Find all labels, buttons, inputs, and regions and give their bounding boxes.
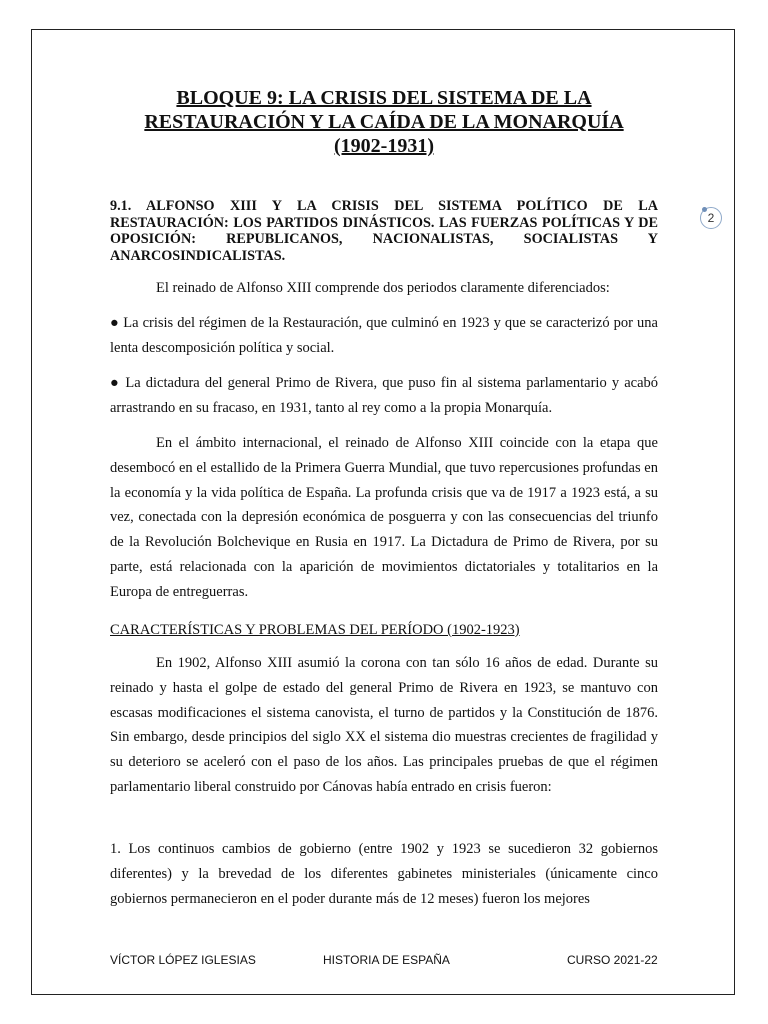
bullet-item-1: ● La crisis del régimen de la Restauración, que culminó en 1923 y que se caracterizó por una lenta descomposición política y social. bbox=[110, 315, 658, 356]
section-heading: 9.1. ALFONSO XIII Y LA CRISIS DEL SISTEMA POLÍTICO DE LA RESTAURACIÓN: LOS PARTIDOS DINÁSTICOS. LAS FUERZAS POLÍTICAS Y DE OPOSICIÓN: REPUBLICANOS, NACIONALISTAS, SOCIALISTAS Y ANARCOSINDICALISTAS. bbox=[110, 198, 658, 264]
footer-subject: HISTORIA DE ESPAÑA bbox=[323, 953, 450, 967]
period-paragraph: En 1902, Alfonso XIII asumió la corona con tan sólo 16 años de edad. Durante su reinado y hasta el golpe de estado del general Primo de Rivera en 1923, se mantuvo con escasas modificaciones el sistema canovista, el turno de partidos y la Constitución de 1876. Sin embargo, desde principios del siglo XX el sistema dio muestras crecientes de fragilidad y su deterioro se aceleró con el paso de los años. Las principales pruebas de que el régimen parlamentario liberal construido por Cánovas había entrado en crisis fueron: bbox=[110, 655, 658, 795]
context-paragraph: En el ámbito internacional, el reinado de Alfonso XIII coincide con la etapa que desembocó en el estallido de la Primera Guerra Mundial, que tuvo repercusiones profundas en la economía y la vida política de España. La profunda crisis que va de 1917 a 1923 está, a su vez, conectada con la depresión económica de posguerra y con las consecuencias del triunfo de la Revolución Bolchevique en Rusia en 1917. La Dictadura de Primo de Rivera, por su parte, está relacionada con la aparición de movimientos dictatoriales y totalitarios en la Europa de entreguerras. bbox=[110, 435, 658, 600]
bullet-item-2: ● La dictadura del general Primo de Rivera, que puso fin al sistema parlamentario y acabó arrastrando en su fracaso, en 1931, tanto al rey como a la propia Monarquía. bbox=[110, 375, 658, 416]
numbered-item-1: 1. Los continuos cambios de gobierno (entre 1902 y 1923 se sucedieron 32 gobiernos diferentes) y la brevedad de los diferentes gabinetes ministeriales (únicamente cinco gobiernos permanecieron en el poder durante más de 12 meses) fueron los mejores bbox=[110, 841, 658, 907]
title-line-3: (1902-1931) bbox=[334, 135, 434, 157]
footer-author: VÍCTOR LÓPEZ IGLESIAS bbox=[110, 953, 256, 967]
document-title bbox=[110, 86, 658, 158]
intro-paragraph: El reinado de Alfonso XIII comprende dos periodos claramente diferenciados: bbox=[156, 280, 610, 296]
page-number-badge[interactable] bbox=[700, 207, 722, 229]
footer-course: CURSO 2021-22 bbox=[567, 953, 658, 967]
badge-dot-icon bbox=[702, 207, 707, 212]
title-line-1: BLOQUE 9: LA CRISIS DEL SISTEMA DE LA bbox=[176, 87, 592, 109]
title-line-2: RESTAURACIÓN Y LA CAÍDA DE LA MONARQUÍA bbox=[144, 111, 624, 133]
page-number: 2 bbox=[707, 211, 715, 225]
period-subheading: CARACTERÍSTICAS Y PROBLEMAS DEL PERÍODO (1902-1923) bbox=[110, 622, 520, 638]
